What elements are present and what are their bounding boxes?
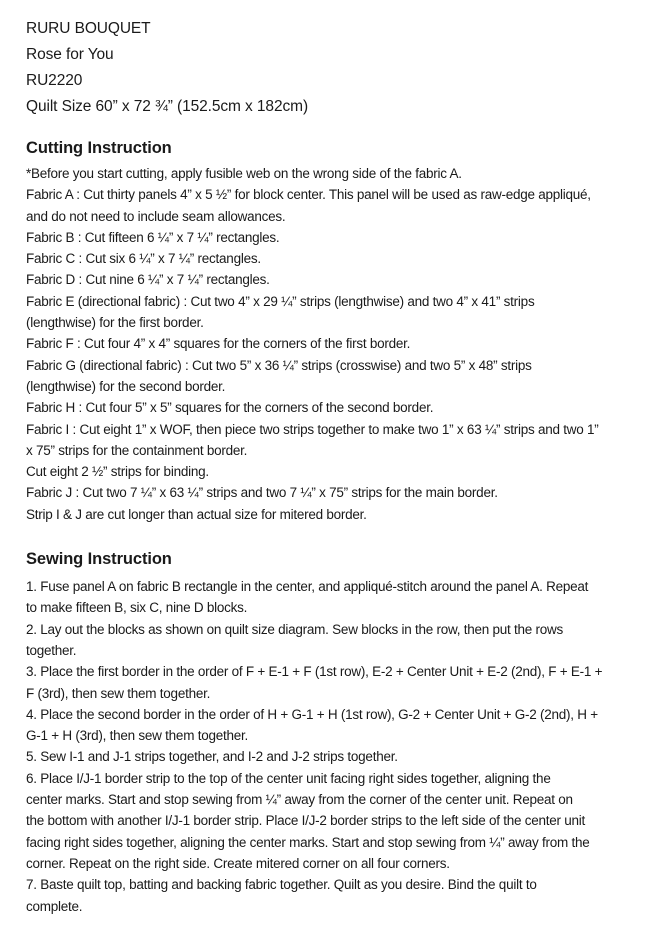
cutting-line: Fabric F : Cut four 4” x 4” squares for the corners of the first border. [26,336,411,352]
quilt-size: Quilt Size 60” x 72 ¾” (152.5cm x 182cm) [26,98,309,115]
cutting-line: Fabric B : Cut fifteen 6 ¼” x 7 ¼” rectangles. [26,229,280,245]
cutting-line: Fabric J : Cut two 7 ¼” x 63 ¼” strips and two 7 ¼” x 75” strips for the main border. [26,485,498,501]
sewing-step: 5. Sew I-1 and J-1 strips together, and I-2 and J-2 strips together. [26,749,398,765]
cutting-line: Fabric C : Cut six 6 ¼” x 7 ¼” rectangles. [26,251,261,267]
sewing-step: 2. Lay out the blocks as shown on quilt size diagram. Sew blocks in the row, then put the rows together. [26,621,564,658]
pattern-name: Rose for You [26,46,114,63]
cutting-line: Fabric G (directional fabric) : Cut two 5” x 36 ¼” strips (crosswise) and two 5” x 48” strips (lengthwise) for the second border. [26,357,532,394]
cutting-line: Fabric H : Cut four 5” x 5” squares for the corners of the second border. [26,400,434,416]
sewing-step: 3. Place the first border in the order of F + E-1 + F (1st row), E-2 + Center Unit + E-2 (2nd), F + E-1 + F (3rd), then sew them together. [26,664,603,701]
sewing-title: Sewing Instruction [26,550,172,569]
brand-name: RURU BOUQUET [26,20,151,37]
instruction-page [26,16,636,917]
cutting-line: Fabric E (directional fabric) : Cut two 4” x 29 ¼” strips (lengthwise) and two 4” x 41” strips (lengthwise) for the first border. [26,293,535,331]
pattern-code: RU2220 [26,72,83,89]
sewing-step: 7. Baste quilt top, batting and backing fabric together. Quilt as you desire. Bind the quilt to complete. [26,877,537,914]
cutting-line: Fabric A : Cut thirty panels 4” x 5 ½” for block center. This panel will be used as raw-edge appliqué, and do not need to include seam allowances. [26,187,591,224]
cutting-line: Fabric D : Cut nine 6 ¼” x 7 ¼” rectangles. [26,272,270,288]
cutting-section [26,136,636,525]
cutting-line: Cut eight 2 ½” strips for binding. [26,464,209,480]
sewing-step: 6. Place I/J-1 border strip to the top of the center unit facing right sides together, aligning the center marks. Start and stop sewing from ¼” away from the corner of the center unit. Repeat on the bottom with another I/J-1 border strip. Place I/J-2 border strips to the left side of the center unit facing right sides together, aligning the center marks. Start and stop sewing from ¼” away from the corner. Repeat on the right side. Create mitered corner on all four corners. [26,770,590,871]
cutting-title: Cutting Instruction [26,139,172,157]
sewing-step: 4. Place the second border in the order of H + G-1 + H (1st row), G-2 + Center Unit + G-2 (2nd), H + G-1 + H (3rd), then sew them together. [26,706,598,744]
cutting-line: Fabric I : Cut eight 1” x WOF, then piece two strips together to make two 1” x 63 ¼” strips and two 1” x 75” strips for the containment border. [26,421,599,458]
sewing-section [26,547,636,917]
cutting-line: Strip I & J are cut longer than actual size for mitered border. [26,506,367,522]
pattern-header [26,16,636,120]
sewing-step: 1. Fuse panel A on fabric B rectangle in the center, and appliqué-stitch around the panel A. Repeat to make fifteen B, six C, nine D blocks. [26,579,589,616]
cutting-line: *Before you start cutting, apply fusible web on the wrong side of the fabric A. [26,166,462,181]
